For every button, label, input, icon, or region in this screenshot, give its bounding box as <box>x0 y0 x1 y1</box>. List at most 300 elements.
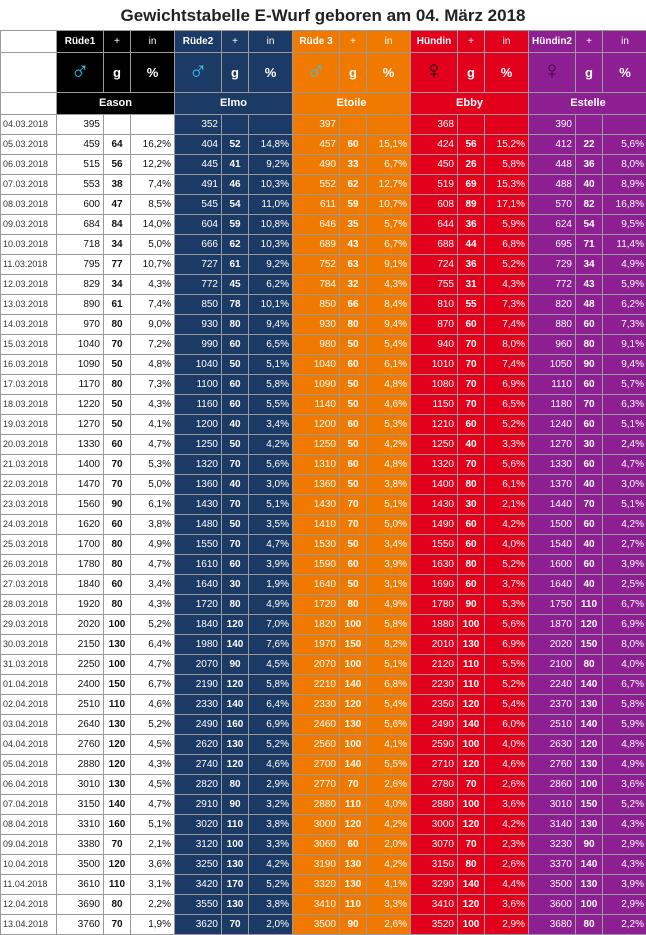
in-header-1: in <box>249 31 293 53</box>
weight-cell: 689 <box>293 235 340 255</box>
percent-cell: 9,4% <box>367 315 411 335</box>
gain-cell: 90 <box>340 915 367 935</box>
weight-cell: 930 <box>175 315 222 335</box>
gain-cell: 60 <box>104 515 131 535</box>
date-cell: 04.04.2018 <box>1 735 57 755</box>
percent-cell: 8,0% <box>603 155 646 175</box>
gain-cell: 130 <box>222 895 249 915</box>
weight-cell: 1490 <box>411 515 458 535</box>
percent-cell: 7,2% <box>131 335 175 355</box>
gain-cell: 89 <box>458 195 485 215</box>
weight-cell: 3290 <box>411 875 458 895</box>
table-row <box>1 235 646 255</box>
percent-cell: 4,7% <box>131 795 175 815</box>
weight-cell: 515 <box>57 155 104 175</box>
weight-cell: 3600 <box>529 895 576 915</box>
gain-cell: 110 <box>340 795 367 815</box>
percent-cell: 6,8% <box>485 235 529 255</box>
date-cell: 27.03.2018 <box>1 575 57 595</box>
gain-cell: 61 <box>222 255 249 275</box>
dog-name-2: Etoile <box>293 93 411 115</box>
percent-cell: 5,8% <box>249 675 293 695</box>
female-symbol-icon: ♀ <box>542 55 562 85</box>
percent-cell: 8,9% <box>603 175 646 195</box>
gain-cell: 80 <box>458 555 485 575</box>
percent-cell: 2,2% <box>603 915 646 935</box>
percent-cell: 16,8% <box>603 195 646 215</box>
weight-cell: 2190 <box>175 675 222 695</box>
dog-label-1: Rüde2 <box>175 31 222 53</box>
gain-cell: 70 <box>222 915 249 935</box>
weight-cell: 755 <box>411 275 458 295</box>
gain-cell: 130 <box>576 695 603 715</box>
percent-cell: 7,4% <box>485 315 529 335</box>
gain-cell: 110 <box>458 655 485 675</box>
start-weight: 395 <box>57 115 104 135</box>
weight-cell: 412 <box>529 135 576 155</box>
table-row <box>1 455 646 475</box>
gain-cell: 70 <box>104 835 131 855</box>
date-cell: 16.03.2018 <box>1 355 57 375</box>
weight-cell: 1200 <box>293 415 340 435</box>
percent-cell: 5,2% <box>485 675 529 695</box>
weight-cell: 488 <box>529 175 576 195</box>
gain-cell: 61 <box>104 295 131 315</box>
weight-cell: 695 <box>529 235 576 255</box>
gain-cell: 64 <box>104 135 131 155</box>
gain-cell: 66 <box>340 295 367 315</box>
weight-cell: 870 <box>411 315 458 335</box>
page-title: Gewichtstabelle E-Wurf geboren am 04. März 2018 <box>0 0 646 30</box>
gain-cell: 130 <box>576 875 603 895</box>
weight-cell: 940 <box>411 335 458 355</box>
gain-cell: 110 <box>222 815 249 835</box>
weight-cell: 2250 <box>57 655 104 675</box>
percent-cell: 9,0% <box>131 315 175 335</box>
date-cell: 03.04.2018 <box>1 715 57 735</box>
dog-name-0: Eason <box>57 93 175 115</box>
weight-cell: 1640 <box>529 575 576 595</box>
gain-cell: 140 <box>222 695 249 715</box>
percent-cell: 3,7% <box>485 575 529 595</box>
plus-header-4: + <box>576 31 603 53</box>
percent-cell: 4,7% <box>249 535 293 555</box>
gain-cell: 60 <box>458 535 485 555</box>
percent-cell: 4,0% <box>603 655 646 675</box>
percent-cell: 5,1% <box>131 815 175 835</box>
empty-cell <box>458 115 485 135</box>
weight-cell: 1480 <box>175 515 222 535</box>
gain-cell: 130 <box>104 715 131 735</box>
percent-cell: 2,6% <box>485 775 529 795</box>
table-row <box>1 795 646 815</box>
percent-cell: 5,6% <box>603 135 646 155</box>
male-icon <box>57 53 104 93</box>
dog-name-1: Elmo <box>175 93 293 115</box>
weight-cell: 729 <box>529 255 576 275</box>
gain-cell: 130 <box>340 855 367 875</box>
gain-cell: 130 <box>576 815 603 835</box>
percent-cell: 2,9% <box>485 915 529 935</box>
percent-cell: 1,9% <box>131 915 175 935</box>
weight-cell: 1550 <box>411 535 458 555</box>
weight-cell: 2780 <box>411 775 458 795</box>
date-cell: 13.04.2018 <box>1 915 57 935</box>
gain-cell: 120 <box>458 695 485 715</box>
weight-cell: 3370 <box>529 855 576 875</box>
percent-cell: 6,7% <box>131 675 175 695</box>
weight-cell: 459 <box>57 135 104 155</box>
weight-cell: 1250 <box>293 435 340 455</box>
weight-cell: 1430 <box>411 495 458 515</box>
weight-cell: 3760 <box>57 915 104 935</box>
gain-cell: 50 <box>104 415 131 435</box>
gain-cell: 60 <box>340 135 367 155</box>
weight-cell: 850 <box>175 295 222 315</box>
gain-cell: 70 <box>458 335 485 355</box>
percent-cell: 9,1% <box>367 255 411 275</box>
percent-cell: 4,9% <box>603 755 646 775</box>
weight-cell: 1500 <box>529 515 576 535</box>
weight-cell: 644 <box>411 215 458 235</box>
gain-cell: 140 <box>340 755 367 775</box>
gain-cell: 100 <box>576 895 603 915</box>
gain-cell: 59 <box>222 215 249 235</box>
percent-cell: 5,6% <box>367 715 411 735</box>
date-cell: 14.03.2018 <box>1 315 57 335</box>
weight-cell: 2860 <box>529 775 576 795</box>
gain-cell: 32 <box>340 275 367 295</box>
date-cell: 07.04.2018 <box>1 795 57 815</box>
start-weight: 368 <box>411 115 458 135</box>
male-icon <box>293 53 340 93</box>
weight-cell: 772 <box>529 275 576 295</box>
percent-cell: 4,4% <box>485 875 529 895</box>
percent-cell: 6,2% <box>603 295 646 315</box>
percent-cell: 5,2% <box>131 615 175 635</box>
empty-cell <box>485 115 529 135</box>
weight-cell: 772 <box>175 275 222 295</box>
percent-cell: 7,3% <box>131 375 175 395</box>
percent-cell: 5,1% <box>603 495 646 515</box>
date-cell: 23.03.2018 <box>1 495 57 515</box>
percent-cell: 5,5% <box>367 755 411 775</box>
male-symbol-icon: ♂ <box>70 55 90 85</box>
weight-cell: 1920 <box>57 595 104 615</box>
gain-cell: 41 <box>222 155 249 175</box>
weight-cell: 553 <box>57 175 104 195</box>
gain-cell: 60 <box>576 515 603 535</box>
weight-cell: 3250 <box>175 855 222 875</box>
percent-cell: 6,9% <box>603 615 646 635</box>
weight-cell: 1880 <box>411 615 458 635</box>
percent-cell: 2,5% <box>603 575 646 595</box>
gain-cell: 140 <box>576 715 603 735</box>
in-header-4: in <box>603 31 646 53</box>
gain-cell: 140 <box>340 675 367 695</box>
in-header-3: in <box>485 31 529 53</box>
percent-cell: 4,6% <box>367 395 411 415</box>
percent-cell: 5,5% <box>249 395 293 415</box>
weight-cell: 1750 <box>529 595 576 615</box>
percent-cell: 4,3% <box>131 275 175 295</box>
gain-cell: 60 <box>340 355 367 375</box>
gain-cell: 40 <box>576 575 603 595</box>
weight-cell: 1180 <box>529 395 576 415</box>
weight-cell: 2770 <box>293 775 340 795</box>
percent-cell: 3,3% <box>249 835 293 855</box>
percent-cell: 4,8% <box>131 355 175 375</box>
weight-cell: 1330 <box>57 435 104 455</box>
gain-cell: 90 <box>104 495 131 515</box>
gain-cell: 59 <box>340 195 367 215</box>
gain-cell: 80 <box>104 895 131 915</box>
percent-cell: 12,2% <box>131 155 175 175</box>
weight-cell: 684 <box>57 215 104 235</box>
weight-cell: 2070 <box>293 655 340 675</box>
gain-cell: 45 <box>222 275 249 295</box>
percent-cell: 5,1% <box>367 495 411 515</box>
gain-cell: 69 <box>458 175 485 195</box>
weight-cell: 1700 <box>57 535 104 555</box>
gain-cell: 82 <box>576 195 603 215</box>
date-cell: 17.03.2018 <box>1 375 57 395</box>
weight-cell: 2760 <box>529 755 576 775</box>
gain-cell: 60 <box>222 335 249 355</box>
weight-cell: 718 <box>57 235 104 255</box>
gain-cell: 120 <box>104 735 131 755</box>
weight-cell: 3070 <box>411 835 458 855</box>
pct-header-2: % <box>367 53 411 93</box>
table-row <box>1 555 646 575</box>
gain-cell: 31 <box>458 275 485 295</box>
percent-cell: 3,6% <box>603 775 646 795</box>
empty-cell <box>576 115 603 135</box>
female-icon <box>529 53 576 93</box>
gain-cell: 80 <box>576 335 603 355</box>
date-cell: 01.04.2018 <box>1 675 57 695</box>
gain-cell: 80 <box>340 315 367 335</box>
gain-cell: 120 <box>458 895 485 915</box>
date-cell: 06.04.2018 <box>1 775 57 795</box>
percent-cell: 10,7% <box>367 195 411 215</box>
gain-cell: 80 <box>222 315 249 335</box>
percent-cell: 3,8% <box>249 815 293 835</box>
gain-cell: 160 <box>104 815 131 835</box>
gain-cell: 130 <box>222 735 249 755</box>
percent-cell: 5,9% <box>485 215 529 235</box>
weight-cell: 2330 <box>293 695 340 715</box>
weight-cell: 930 <box>293 315 340 335</box>
percent-cell: 5,0% <box>367 515 411 535</box>
table-row <box>1 635 646 655</box>
date-cell: 08.03.2018 <box>1 195 57 215</box>
weight-cell: 3420 <box>175 875 222 895</box>
gain-cell: 120 <box>222 675 249 695</box>
gain-cell: 84 <box>104 215 131 235</box>
weight-cell: 3060 <box>293 835 340 855</box>
table-row <box>1 475 646 495</box>
percent-cell: 7,4% <box>131 295 175 315</box>
female-symbol-icon: ♀ <box>424 55 444 85</box>
percent-cell: 3,2% <box>249 795 293 815</box>
date-cell: 12.03.2018 <box>1 275 57 295</box>
percent-cell: 4,1% <box>367 875 411 895</box>
weight-cell: 2740 <box>175 755 222 775</box>
percent-cell: 4,5% <box>249 655 293 675</box>
gain-cell: 70 <box>458 395 485 415</box>
percent-cell: 6,7% <box>367 155 411 175</box>
datum-label: Datum <box>1 93 57 115</box>
percent-cell: 3,9% <box>367 555 411 575</box>
gain-cell: 60 <box>340 455 367 475</box>
weight-cell: 784 <box>293 275 340 295</box>
gain-cell: 70 <box>458 775 485 795</box>
gain-cell: 110 <box>104 695 131 715</box>
dog-label-4: Hündin2 <box>529 31 576 53</box>
weight-cell: 1270 <box>529 435 576 455</box>
percent-cell: 6,4% <box>131 635 175 655</box>
date-cell: 11.03.2018 <box>1 255 57 275</box>
gain-cell: 33 <box>340 155 367 175</box>
gain-cell: 70 <box>222 455 249 475</box>
percent-cell: 3,0% <box>603 475 646 495</box>
weight-cell: 404 <box>175 135 222 155</box>
weight-cell: 3690 <box>57 895 104 915</box>
percent-cell: 9,4% <box>249 315 293 335</box>
empty-cell <box>603 115 646 135</box>
percent-cell: 4,9% <box>249 595 293 615</box>
gain-cell: 120 <box>222 755 249 775</box>
percent-cell: 2,6% <box>367 915 411 935</box>
gain-cell: 78 <box>222 295 249 315</box>
gain-cell: 46 <box>222 175 249 195</box>
gain-cell: 55 <box>458 295 485 315</box>
percent-cell: 3,0% <box>249 475 293 495</box>
date-cell: 11.04.2018 <box>1 875 57 895</box>
table-row <box>1 135 646 155</box>
weight-cell: 1200 <box>175 415 222 435</box>
gain-cell: 120 <box>104 755 131 775</box>
weight-cell: 880 <box>529 315 576 335</box>
weight-cell: 3010 <box>529 795 576 815</box>
date-cell: 24.03.2018 <box>1 515 57 535</box>
percent-cell: 4,2% <box>367 435 411 455</box>
percent-cell: 4,7% <box>603 455 646 475</box>
percent-cell: 4,5% <box>131 735 175 755</box>
percent-cell: 5,3% <box>485 595 529 615</box>
weight-cell: 1640 <box>293 575 340 595</box>
percent-cell: 4,5% <box>131 775 175 795</box>
percent-cell: 5,6% <box>485 455 529 475</box>
percent-cell: 3,4% <box>131 575 175 595</box>
gain-cell: 140 <box>576 675 603 695</box>
percent-cell: 4,3% <box>131 595 175 615</box>
gain-cell: 80 <box>576 915 603 935</box>
gain-cell: 43 <box>340 235 367 255</box>
percent-cell: 4,6% <box>131 695 175 715</box>
gain-cell: 50 <box>340 535 367 555</box>
weight-cell: 2020 <box>529 635 576 655</box>
dog-name-3: Ebby <box>411 93 529 115</box>
weight-cell: 1440 <box>529 495 576 515</box>
percent-cell: 2,6% <box>367 775 411 795</box>
weight-cell: 1720 <box>175 595 222 615</box>
percent-cell: 2,9% <box>603 895 646 915</box>
percent-cell: 2,0% <box>249 915 293 935</box>
table-row <box>1 695 646 715</box>
percent-cell: 5,8% <box>485 155 529 175</box>
percent-cell: 3,8% <box>249 895 293 915</box>
table-row <box>1 155 646 175</box>
percent-cell: 4,7% <box>131 555 175 575</box>
weight-cell: 2880 <box>57 755 104 775</box>
percent-cell: 6,1% <box>131 495 175 515</box>
percent-cell: 5,1% <box>249 355 293 375</box>
weight-cell: 424 <box>411 135 458 155</box>
gain-cell: 40 <box>576 475 603 495</box>
percent-cell: 14,0% <box>131 215 175 235</box>
gain-cell: 100 <box>458 915 485 935</box>
table-row <box>1 275 646 295</box>
weight-cell: 2880 <box>293 795 340 815</box>
weight-cell: 545 <box>175 195 222 215</box>
percent-cell: 4,2% <box>485 515 529 535</box>
g-header-1: g <box>222 53 249 93</box>
percent-cell: 5,5% <box>485 655 529 675</box>
gain-cell: 60 <box>340 555 367 575</box>
weight-cell: 3380 <box>57 835 104 855</box>
pct-header-1: % <box>249 53 293 93</box>
weight-cell: 1840 <box>175 615 222 635</box>
gain-cell: 34 <box>104 275 131 295</box>
percent-cell: 2,1% <box>485 495 529 515</box>
weight-cell: 1090 <box>57 355 104 375</box>
gain-cell: 38 <box>104 175 131 195</box>
weight-cell: 1470 <box>57 475 104 495</box>
weight-cell: 2880 <box>411 795 458 815</box>
gain-cell: 90 <box>458 595 485 615</box>
weight-cell: 3320 <box>293 875 340 895</box>
gain-cell: 30 <box>458 495 485 515</box>
gain-cell: 54 <box>576 215 603 235</box>
weight-cell: 1150 <box>411 395 458 415</box>
weight-cell: 3230 <box>529 835 576 855</box>
gain-cell: 60 <box>104 435 131 455</box>
gain-cell: 160 <box>222 715 249 735</box>
gain-cell: 70 <box>458 455 485 475</box>
gain-cell: 36 <box>576 155 603 175</box>
weight-cell: 448 <box>529 155 576 175</box>
percent-cell: 4,3% <box>367 275 411 295</box>
date-cell: 05.04.2018 <box>1 755 57 775</box>
gain-cell: 40 <box>458 435 485 455</box>
gain-cell: 80 <box>104 535 131 555</box>
gain-cell: 140 <box>576 855 603 875</box>
date-cell: 09.04.2018 <box>1 835 57 855</box>
weight-cell: 2710 <box>411 755 458 775</box>
gain-cell: 70 <box>104 335 131 355</box>
table-row <box>1 655 646 675</box>
dog-label-2: Rüde 3 <box>293 31 340 53</box>
table-row <box>1 775 646 795</box>
percent-cell: 17,1% <box>485 195 529 215</box>
weight-cell: 1410 <box>293 515 340 535</box>
weight-cell: 752 <box>293 255 340 275</box>
percent-cell: 3,6% <box>485 795 529 815</box>
table-row <box>1 895 646 915</box>
gain-cell: 90 <box>222 795 249 815</box>
